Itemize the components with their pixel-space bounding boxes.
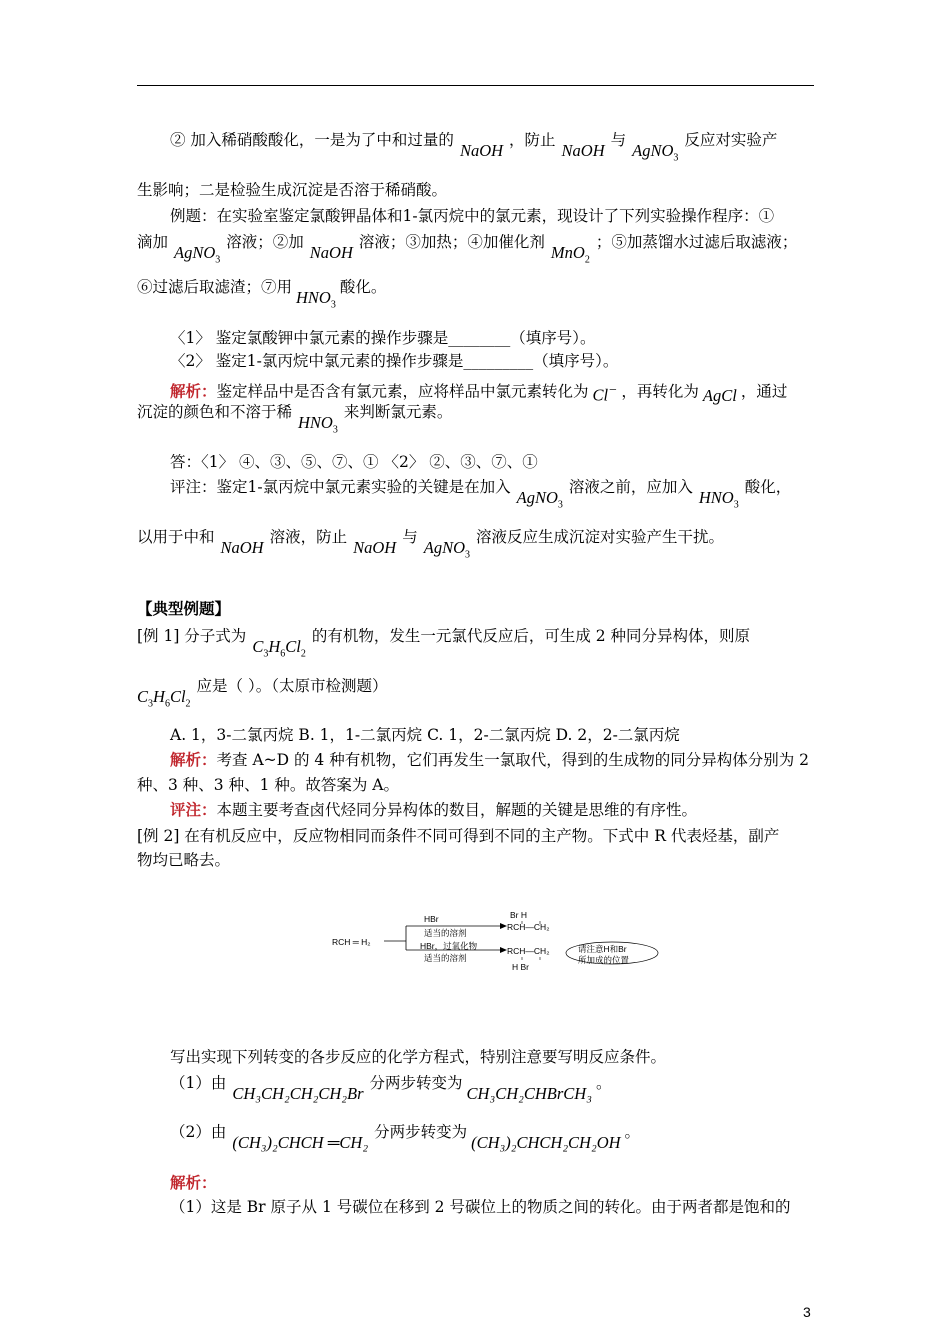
note-line2: 所加成的位置	[578, 955, 630, 965]
example1-analysis: 解析：考查 A~D 的 4 种有机物，它们再发生一氯取代，得到的生成物的同分异构体分别为 2	[170, 750, 809, 769]
comment-1: 评注：鉴定1-氯丙烷中氯元素实验的关键是在加入AgNO$_3$溶液之前，应加入$HNO_3$酸化，	[170, 478, 792, 511]
question-1: 〈1〉 鉴定氯酸钾中氯元素的操作步骤是________（填序号）。	[170, 329, 596, 347]
example1-comment: 评注：本题主要考查卤代烃同分异构体的数目，解题的关键是思维的有序性。	[170, 800, 698, 819]
example1-line1: [例 1] 分子式为$C_3H_6Cl_2$的有机物，发生一元氯代反应后，可生成 2 种同分异构体，则原	[137, 627, 751, 660]
task-1: （1）由CH₃CH₂CH₂CH₂Br分两步转变为CH₃CH₂CHBrCH₃。	[170, 1074, 612, 1103]
section-heading: 【典型例题】	[137, 599, 231, 618]
task-intro: 写出实现下列转变的各步反应的化学方程式，特别注意要写明反应条件。	[170, 1048, 667, 1066]
analysis-heading: 解析：	[170, 1173, 217, 1192]
product2: RCH—CH₂	[507, 946, 550, 956]
header-rule	[137, 85, 814, 86]
arrow1-bottom-label: 适当的溶剂	[424, 928, 467, 938]
example-line3: ⑥过滤后取滤渣；⑦用$HNO_3$酸化。	[137, 278, 387, 311]
para-1b: 生影响；二是检验生成沉淀是否溶于稀硝酸。	[137, 181, 448, 199]
arrow2-top-label: HBr，过氧化物	[420, 941, 478, 951]
question-2: 〈2〉 鉴定1-氯丙烷中氯元素的操作步骤是_________（填序号）。	[170, 352, 619, 370]
arrow1-top-label: HBr	[424, 914, 439, 924]
example-line2: 滴加AgNO$_3$溶液；②加NaOH溶液；③加热；④加催化剂MnO$_2$；⑤加蒸馏水过滤后取滤液；	[137, 233, 798, 266]
example2-line1: [例 2] 在有机反应中，反应物相同而条件不同可得到不同的主产物。下式中 R 代表烃基，副产	[137, 827, 780, 845]
answer: 答：〈1〉 ④、③、⑤、⑦、① 〈2〉 ②、③、⑦、①	[170, 453, 538, 471]
analysis-2: 沉淀的颜色和不溶于稀$HNO_3$来判断氯元素。	[137, 403, 453, 436]
example1-analysis-2: 种、3 种、3 种、1 种。故答案为 A。	[137, 776, 399, 794]
note-line1: 请注意H和Br	[578, 944, 627, 954]
example-line1: 例题：在实验室鉴定氯酸钾晶体和1-氯丙烷中的氯元素，现设计了下列实验操作程序：①	[170, 207, 775, 225]
product1: RCH—CH₂	[507, 922, 550, 932]
example2-line2: 物均已略去。	[137, 851, 231, 869]
analysis-1: 解析：鉴定样品中是否含有氯元素，应将样品中氯元素转化为 Cl− ，再转化为 AgCl ，通过	[170, 381, 788, 405]
options: A. 1，3-二氯丙烷 B. 1，1-二氯丙烷 C. 1，2-二氯丙烷 D. 2，2-二氯丙烷	[170, 726, 680, 744]
product2-subst: H Br	[512, 962, 529, 972]
reactant: RCH ═ H₂	[332, 937, 371, 947]
reaction-scheme	[332, 910, 672, 978]
arrow2-bottom-label: 适当的溶剂	[424, 953, 467, 963]
comment-2: 以用于中和NaOH溶液，防止NaOH与AgNO$_3$溶液反应生成沉淀对实验产生干扰。	[137, 528, 724, 561]
example1-line2: $C_3H_6Cl_2$应是（ ）。（太原市检测题）	[137, 677, 388, 710]
para-1: ② 加入稀硝酸酸化，一是为了中和过量的NaOH，防止NaOH与AgNO$_3$反应对实验产	[170, 131, 778, 164]
product1-subst: Br H	[510, 910, 527, 920]
analysis-line1: （1）这是 Br 原子从 1 号碳位在移到 2 号碳位上的物质之间的转化。由于两者都是饱和的	[170, 1198, 791, 1216]
page-number: 3	[803, 1304, 811, 1320]
task-2: （2）由(CH₃)₂CHCH ═CH₂分两步转变为(CH₃)₂CHCH₂CH₂OH。	[170, 1123, 641, 1152]
